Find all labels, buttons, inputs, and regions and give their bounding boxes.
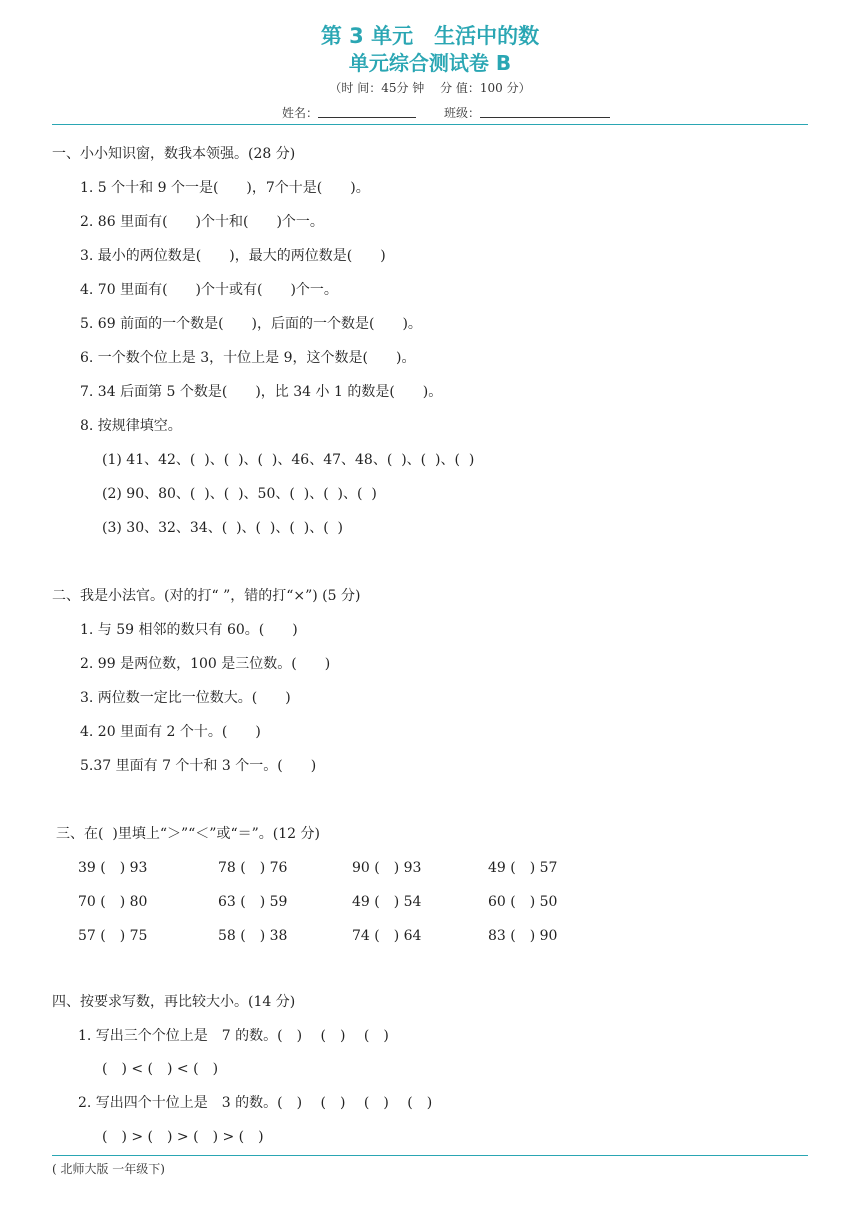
question-1-4: 4. 70 里面有( )个十或有( )个一。 (80, 282, 338, 298)
question-1-8: 8. 按规律填空。 (80, 418, 182, 434)
class-field[interactable] (480, 117, 610, 118)
pattern-2: (2) 90、80、( )、( )、50、( )、( )、( ) (102, 486, 377, 502)
compare-item: 57 ( ) 75 (78, 928, 148, 944)
pattern-1: (1) 41、42、( )、( )、( )、46、47、48、( )、( )、( ) (102, 452, 475, 468)
pattern-3: (3) 30、32、34、( )、( )、( )、( ) (102, 520, 344, 536)
compare-item: 39 ( ) 93 (78, 860, 148, 876)
question-1-7: 7. 34 后面第 5 个数是( )，比 34 小 1 的数是( )。 (80, 384, 443, 400)
page-title: 第 3 单元 生活中的数 (320, 24, 540, 48)
question-1-3: 3. 最小的两位数是( )，最大的两位数是( ) (80, 248, 386, 264)
class-label: 班级： (444, 106, 481, 120)
compare-item: 70 ( ) 80 (78, 894, 148, 910)
compare-item: 49 ( ) 54 (352, 894, 422, 910)
footer-edition: ( 北师大版 一年级下) (52, 1162, 165, 1176)
question-2-4: 4. 20 里面有 2 个十。( ) (80, 724, 261, 740)
section-2-heading: 二、我是小法官。(对的打“ ”，错的打“×”) (5 分) (52, 588, 361, 604)
question-1-5: 5. 69 前面的一个数是( )，后面的一个数是( )。 (80, 316, 422, 332)
question-1-6: 6. 一个数个位上是 3，十位上是 9，这个数是( )。 (80, 350, 416, 366)
question-1-2: 2. 86 里面有( )个十和( )个一。 (80, 214, 324, 230)
section-3-heading: 三、在( )里填上“＞”“＜”或“＝”。(12 分) (56, 826, 320, 842)
name-field[interactable] (318, 117, 416, 118)
compare-item: 78 ( ) 76 (218, 860, 288, 876)
question-1-1: 1. 5 个十和 9 个一是( )，7个十是( )。 (80, 180, 370, 196)
compare-item: 83 ( ) 90 (488, 928, 558, 944)
compare-item: 58 ( ) 38 (218, 928, 288, 944)
compare-item: 60 ( ) 50 (488, 894, 558, 910)
compare-item: 90 ( ) 93 (352, 860, 422, 876)
question-2-3: 3. 两位数一定比一位数大。( ) (80, 690, 291, 706)
time-score-info: （时 间：45分 钟 分 值：100 分） (329, 81, 531, 95)
question-4-1-compare: ( ) < ( ) < ( ) (102, 1061, 219, 1077)
question-4-2-compare: ( ) > ( ) > ( ) > ( ) (102, 1129, 264, 1145)
footer-divider (52, 1155, 808, 1156)
section-4-heading: 四、按要求写数，再比较大小。(14 分) (52, 994, 296, 1010)
compare-item: 49 ( ) 57 (488, 860, 558, 876)
question-4-2: 2. 写出四个十位上是 3 的数。( ) ( ) ( ) ( ) (78, 1095, 433, 1111)
header-divider (52, 124, 808, 125)
name-label: 姓名： (282, 106, 319, 120)
compare-item: 74 ( ) 64 (352, 928, 422, 944)
question-2-2: 2. 99 是两位数，100 是三位数。( ) (80, 656, 331, 672)
question-4-1: 1. 写出三个个位上是 7 的数。( ) ( ) ( ) (78, 1028, 389, 1044)
page-subtitle: 单元综合测试卷 B (348, 51, 512, 75)
question-2-5: 5.37 里面有 7 个十和 3 个一。( ) (80, 758, 317, 774)
question-2-1: 1. 与 59 相邻的数只有 60。( ) (80, 622, 298, 638)
section-1-heading: 一、小小知识窗，数我本领强。(28 分) (52, 146, 296, 162)
compare-item: 63 ( ) 59 (218, 894, 288, 910)
